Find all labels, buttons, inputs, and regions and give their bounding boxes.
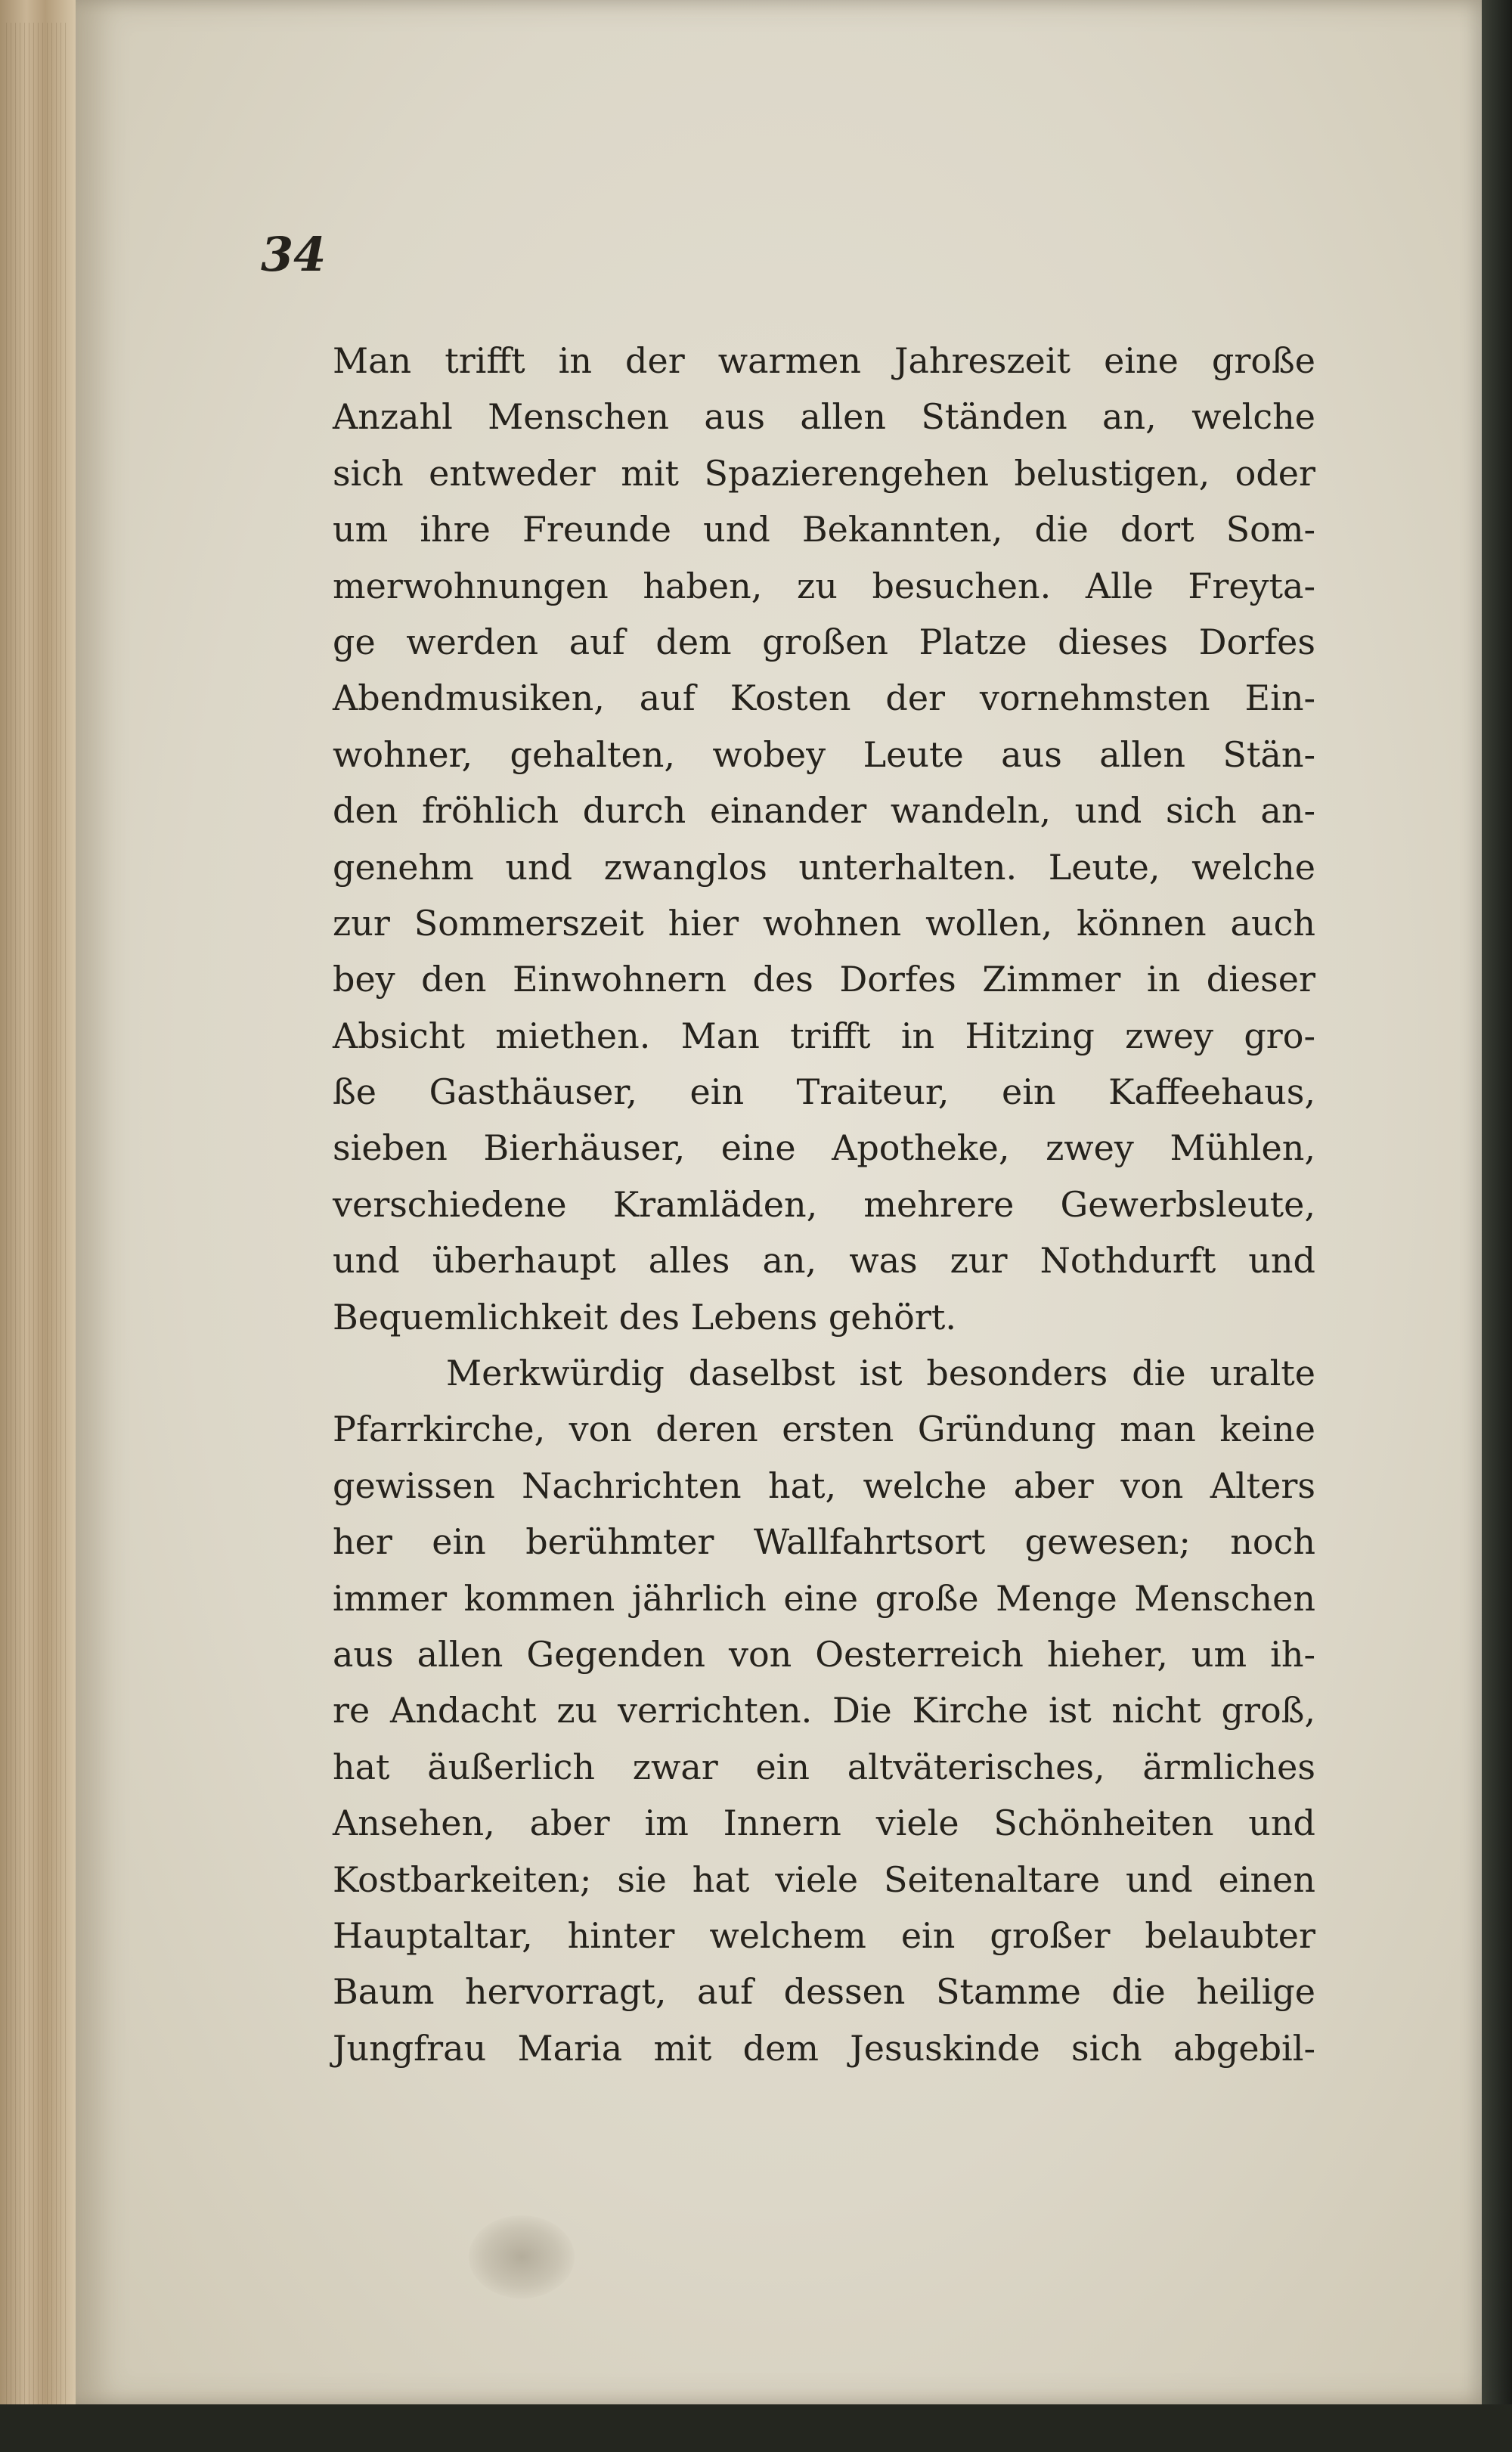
book-page-edges xyxy=(0,0,76,2452)
text-line: Bequemlichkeit des Lebens gehört. xyxy=(333,1296,956,1338)
scan-bottom-strip xyxy=(0,2404,1512,2452)
text-line: den fröhlich durch einander wandeln, und sich an- xyxy=(333,790,1315,832)
text-line: ge werden auf dem großen Platze dieses Dorfes xyxy=(333,621,1315,662)
text-line: ße Gasthäuser, ein Traiteur, ein Kaffeehaus, xyxy=(333,1071,1315,1113)
text-line: immer kommen jährlich eine große Menge Menschen xyxy=(333,1577,1315,1619)
text-line: Abendmusiken, auf Kosten der vornehmsten Ein- xyxy=(333,677,1315,719)
text-line: Ansehen, aber im Innern viele Schönheiten und xyxy=(333,1803,1315,1844)
paragraph-2 xyxy=(333,1345,1315,2076)
text-line: hat äußerlich zwar ein altväterisches, ärmliches xyxy=(333,1746,1315,1787)
text-line: Kostbarkeiten; sie hat viele Seitenaltare und einen xyxy=(333,1858,1315,1900)
text-line: gewissen Nachrichten hat, welche aber von Alters xyxy=(333,1465,1315,1506)
page-number: 34 xyxy=(261,227,327,282)
text-line: Absicht miethen. Man trifft in Hitzing zwey gro- xyxy=(333,1015,1315,1056)
text-line: re Andacht zu verrichten. Die Kirche ist nicht groß, xyxy=(333,1690,1315,1731)
book-binding xyxy=(1482,0,1512,2452)
text-line: wohner, gehalten, wobey Leute aus allen Stän- xyxy=(333,733,1315,775)
paragraph-1 xyxy=(333,333,1315,1345)
text-line: und überhaupt alles an, was zur Nothdurft und xyxy=(333,1240,1315,1282)
text-line: bey den Einwohnern des Dorfes Zimmer in dieser xyxy=(333,959,1315,1000)
paper-stain xyxy=(469,2215,575,2299)
text-line: merwohnungen haben, zu besuchen. Alle Freyta- xyxy=(333,565,1315,606)
text-line: genehm und zwanglos unterhalten. Leute, welche xyxy=(333,846,1315,888)
text-line: zur Sommerszeit hier wohnen wollen, können auch xyxy=(333,902,1315,944)
text-line: Pfarrkirche, von deren ersten Gründung man keine xyxy=(333,1409,1315,1450)
text-line: Hauptaltar, hinter welchem ein großer belaubter xyxy=(333,1914,1315,1956)
text-line: Jungfrau Maria mit dem Jesuskinde sich abgebil- xyxy=(333,2027,1315,2069)
text-line: Anzahl Menschen aus allen Ständen an, welche xyxy=(333,396,1315,438)
text-line: sieben Bierhäuser, eine Apotheke, zwey Mühlen, xyxy=(333,1127,1315,1169)
text-line: her ein berühmter Wallfahrtsort gewesen; noch xyxy=(333,1521,1315,1563)
page-edge-lines xyxy=(6,23,67,2427)
text-line: aus allen Gegenden von Oesterreich hieher, um ih- xyxy=(333,1633,1315,1675)
text-line: Man trifft in der warmen Jahreszeit eine große xyxy=(333,340,1315,381)
text-line: Merkwürdig daselbst ist besonders die uralte xyxy=(446,1353,1315,1394)
text-line: verschiedene Kramläden, mehrere Gewerbsleute, xyxy=(333,1183,1315,1225)
text-line: um ihre Freunde und Bekannten, die dort Som- xyxy=(333,509,1315,550)
body-text xyxy=(333,333,1315,2076)
text-line: sich entweder mit Spazierengehen belustigen, oder xyxy=(333,452,1315,494)
text-line: Baum hervorragt, auf dessen Stamme die heilige xyxy=(333,1971,1315,2013)
